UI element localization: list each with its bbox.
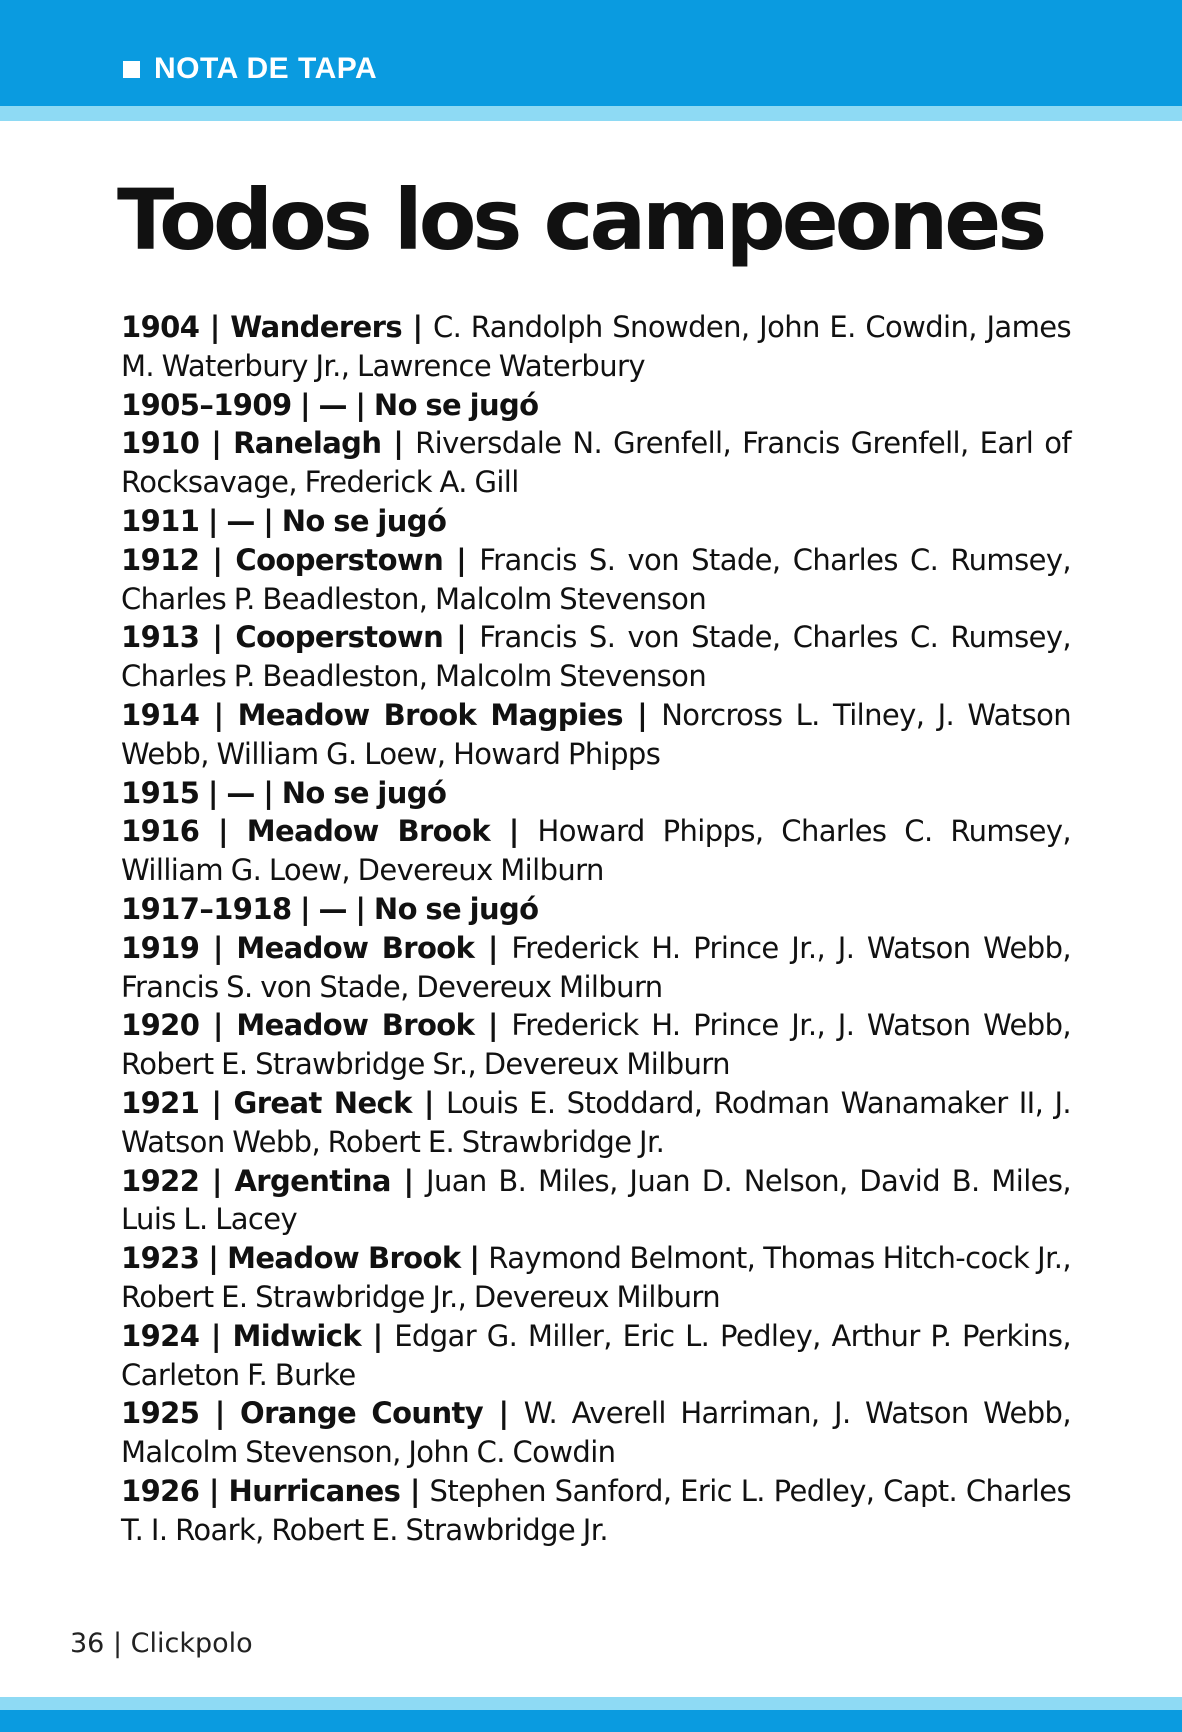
champion-entry	[121, 1472, 1071, 1550]
entry-players: Howard Phipps, Charles C. Rumsey, William G. Loew, Devereux Milburn	[121, 814, 1072, 888]
champion-entry	[121, 308, 1071, 386]
entry-year-team: 1916 | Meadow Brook |	[121, 814, 538, 849]
entry-year-team: 1910 | Ranelagh |	[121, 426, 416, 461]
champions-list	[121, 308, 1071, 1550]
entry-year-team: 1904 | Wanderers |	[121, 310, 433, 344]
entry-team: Orange County	[240, 1396, 484, 1431]
entry-players: Francis S. von Stade, Charles C. Rumsey, Charles P. Beadleston, Malcolm Stevenson	[121, 542, 1072, 616]
champion-entry	[121, 774, 1071, 813]
entry-team: Cooperstown	[235, 542, 444, 577]
square-bullet-icon	[123, 61, 140, 78]
entry-players: Frederick H. Prince Jr., J. Watson Webb, Francis S. von Stade, Devereux Milburn	[121, 930, 1071, 1004]
entry-year: 1923	[121, 1241, 200, 1276]
entry-year: 1904	[121, 310, 200, 344]
entry-team: Midwick	[232, 1318, 362, 1353]
entry-team: Meadow Brook	[236, 1008, 475, 1043]
champion-entry	[121, 1006, 1071, 1084]
champion-entry	[121, 929, 1071, 1007]
entry-players: Frederick H. Prince Jr., J. Watson Webb, Robert E. Strawbridge Sr., Devereux Milburn	[121, 1008, 1071, 1082]
entry-year-team: 1915 | — |	[121, 775, 282, 810]
entry-team: Meadow Brook	[236, 930, 475, 965]
entry-team: Cooperstown	[235, 620, 444, 655]
entry-team: —	[318, 387, 347, 422]
entry-year: 1925	[121, 1396, 200, 1431]
entry-team: Meadow Brook Magpies	[237, 697, 623, 732]
entry-year-team: 1926 | Hurricanes |	[121, 1473, 430, 1508]
entry-players: Francis S. von Stade, Charles C. Rumsey, Charles P. Beadleston, Malcolm Stevenson	[121, 620, 1072, 694]
entry-players: No se jugó	[373, 891, 539, 926]
entry-players: Norcross L. Tilney, J. Watson Webb, William G. Loew, Howard Phipps	[121, 697, 1072, 771]
entry-year: 1914	[121, 697, 200, 732]
entry-team: Wanderers	[230, 310, 402, 344]
entry-year: 1921	[121, 1085, 200, 1120]
entry-team: —	[226, 775, 255, 810]
entry-year: 1920	[121, 1008, 200, 1043]
entry-team: —	[318, 891, 347, 926]
entry-players: Louis E. Stoddard, Rodman Wanamaker II, J. Watson Webb, Robert E. Strawbridge Jr.	[121, 1085, 1072, 1159]
entry-year-team: 1919 | Meadow Brook |	[121, 930, 512, 965]
champion-entry	[121, 1239, 1071, 1317]
section-label-text: NOTA DE TAPA	[154, 52, 378, 85]
entry-year: 1926	[121, 1473, 200, 1508]
champion-entry	[121, 541, 1071, 619]
entry-year: 1912	[121, 542, 200, 577]
entry-year: 1911	[121, 503, 200, 538]
entry-year: 1910	[121, 426, 200, 461]
entry-year: 1922	[121, 1163, 200, 1198]
entry-year-team: 1914 | Meadow Brook Magpies |	[121, 697, 662, 732]
entry-players: C. Randolph Snowden, John E. Cowdin, James M. Waterbury Jr., Lawrence Waterbury	[121, 310, 1072, 383]
entry-team: Meadow Brook	[246, 814, 491, 849]
entry-year-team: 1913 | Cooperstown |	[121, 620, 480, 655]
entry-year-team: 1922 | Argentina |	[121, 1163, 427, 1198]
entry-year-team: 1923 | Meadow Brook |	[121, 1241, 489, 1276]
entry-year: 1913	[121, 620, 200, 655]
header-stripe	[0, 106, 1182, 121]
champion-entry	[121, 1162, 1071, 1240]
entry-year-team: 1921 | Great Neck |	[121, 1085, 446, 1120]
entry-year: 1916	[121, 814, 200, 849]
entry-team: Meadow Brook	[227, 1241, 461, 1276]
entry-team: Argentina	[234, 1163, 391, 1198]
footer-band	[0, 1710, 1182, 1732]
footer-stripe	[0, 1697, 1182, 1710]
page-footer: 36 | Clickpolo	[70, 1628, 253, 1659]
entry-players: Edgar G. Miller, Eric L. Pedley, Arthur P. Perkins, Carleton F. Burke	[121, 1318, 1072, 1392]
entry-year: 1915	[121, 775, 200, 810]
champion-entry	[121, 1084, 1071, 1162]
entry-players: Juan B. Miles, Juan D. Nelson, David B. Miles, Luis L. Lacey	[121, 1163, 1072, 1237]
champion-entry	[121, 386, 1071, 425]
entry-team: —	[226, 503, 255, 538]
entry-year: 1919	[121, 930, 200, 965]
entry-year-team: 1912 | Cooperstown |	[121, 542, 480, 577]
entry-team: Hurricanes	[228, 1473, 401, 1508]
entry-players: No se jugó	[373, 387, 539, 422]
entry-players: Riversdale N. Grenfell, Francis Grenfell, Earl of Rocksavage, Frederick A. Gill	[121, 426, 1072, 500]
entry-players: Raymond Belmont, Thomas Hitch-cock Jr., Robert E. Strawbridge Jr., Devereux Milburn	[121, 1241, 1071, 1314]
entry-year-team: 1905–1909 | — |	[121, 387, 374, 422]
entry-team: Ranelagh	[233, 426, 382, 461]
entry-year-team: 1925 | Orange County |	[121, 1396, 524, 1431]
entry-players: No se jugó	[281, 775, 447, 810]
page-title: Todos los campeones	[117, 171, 1044, 269]
entry-players: Stephen Sanford, Eric L. Pedley, Capt. Charles T. I. Roark, Robert E. Strawbridge Jr.	[121, 1473, 1072, 1547]
entry-year: 1905–1909	[121, 387, 292, 422]
champion-entry	[121, 502, 1071, 541]
champion-entry	[121, 618, 1071, 696]
entry-year-team: 1917–1918 | — |	[121, 891, 374, 926]
entry-team: Great Neck	[233, 1085, 412, 1120]
champion-entry	[121, 890, 1071, 929]
section-label	[123, 52, 377, 86]
champion-entry	[121, 696, 1071, 774]
champion-entry	[121, 1317, 1071, 1395]
entry-players: W. Averell Harriman, J. Watson Webb, Malcolm Stevenson, John C. Cowdin	[121, 1396, 1071, 1470]
champion-entry	[121, 424, 1071, 502]
entry-year: 1917–1918	[121, 891, 292, 926]
entry-year: 1924	[121, 1318, 200, 1353]
champion-entry	[121, 812, 1071, 890]
entry-players: No se jugó	[281, 503, 447, 538]
champion-entry	[121, 1394, 1071, 1472]
entry-year-team: 1924 | Midwick |	[121, 1318, 395, 1353]
entry-year-team: 1911 | — |	[121, 503, 282, 538]
entry-year-team: 1920 | Meadow Brook |	[121, 1008, 512, 1043]
